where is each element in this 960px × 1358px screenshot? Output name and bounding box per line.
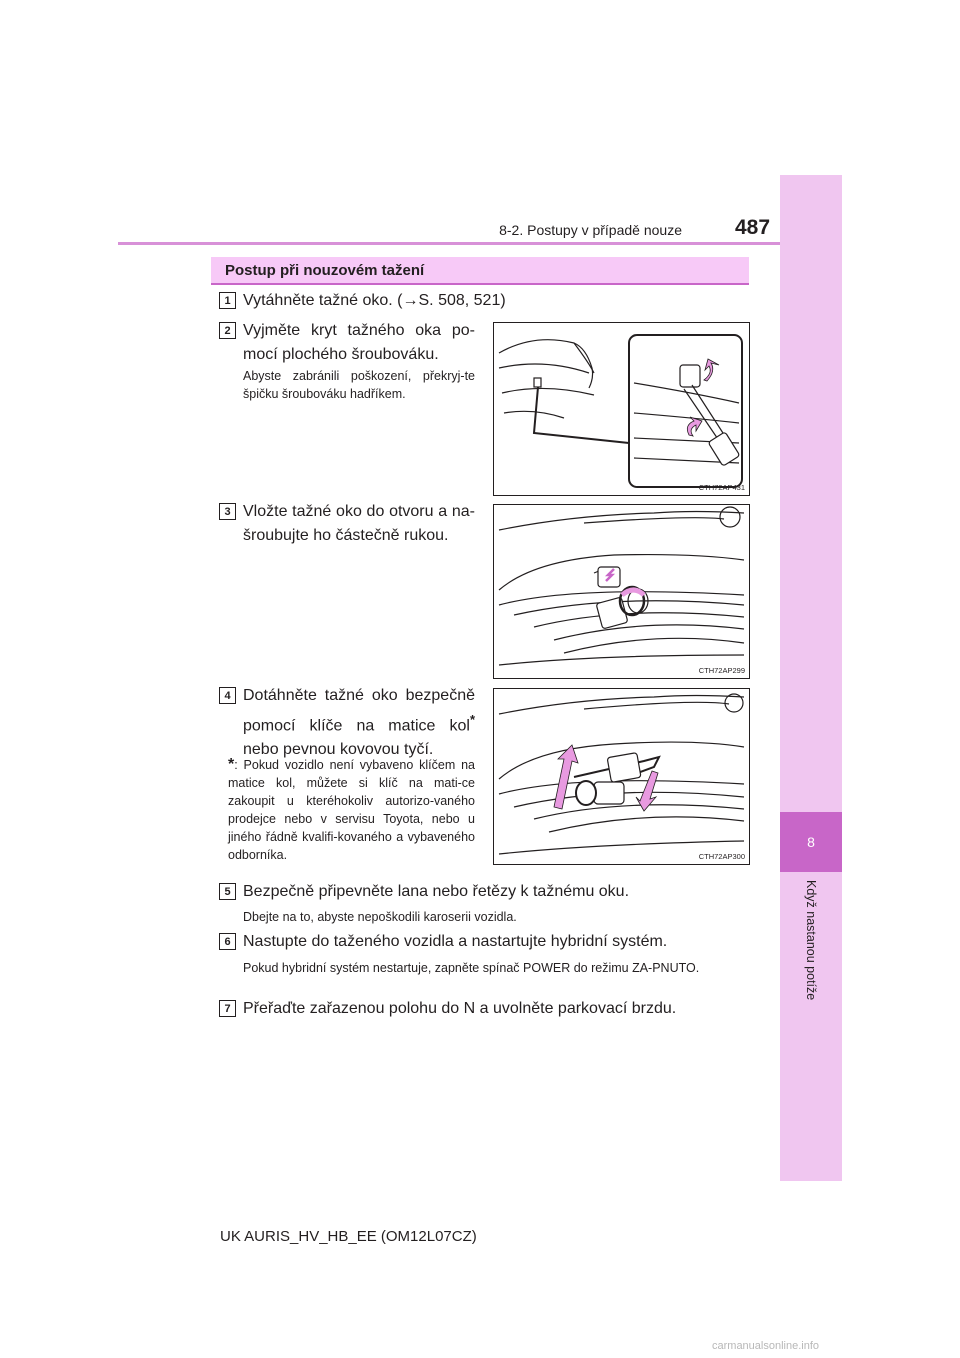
footnote-mark: * xyxy=(228,756,235,773)
step-text-3: Vložte tažné oko do otvoru a na-šroubujte ho částečně rukou. xyxy=(243,503,475,544)
step-number-6: 6 xyxy=(219,933,236,950)
step-number-7: 7 xyxy=(219,1000,236,1017)
section-title: Postup při nouzovém tažení xyxy=(225,262,425,279)
step-number-4: 4 xyxy=(219,687,236,704)
step-number-5: 5 xyxy=(219,883,236,900)
figure-code-1: CTH72AP431 xyxy=(698,483,745,492)
figure-code-3: CTH72AP300 xyxy=(698,852,745,861)
figure-remove-cover xyxy=(493,322,750,496)
step-text-4-cont: nebo pevnou kovovou tyčí. xyxy=(243,741,434,759)
chapter-title: Když nastanou potíže xyxy=(804,880,818,1001)
header-divider xyxy=(118,242,780,245)
step-note-2: Abyste zabránili poškození, překryj-te špičku šroubováku hadříkem. xyxy=(243,369,475,401)
step-number-3: 3 xyxy=(219,503,236,520)
step-text-7: Přeřaďte zařazenou polohu do N a uvolněte parkovací brzdu. xyxy=(243,1000,677,1017)
step-text-5: Bezpečně připevněte lana nebo řetězy k tažnému oku. xyxy=(243,883,630,900)
step-text-4-main: Dotáhněte tažné oko bezpečně pomocí klíče na matice kol xyxy=(243,687,475,735)
step-text-4 xyxy=(243,684,475,762)
step-text-6: Nastupte do taženého vozidla a nastartujte hybridní systém. xyxy=(243,933,668,950)
figure-insert-eye-illustration xyxy=(494,505,749,678)
figure-code-2: CTH72AP299 xyxy=(698,666,745,675)
step-text-4-asterisk: * xyxy=(469,712,475,727)
figure-tighten-eye-illustration xyxy=(494,689,749,864)
step-note-5: Dbejte na to, abyste nepoškodili karoserii vozidla. xyxy=(243,910,517,924)
footnote-text: : Pokud vozidlo není vybaveno klíčem na matice kol, můžete si klíč na mati-ce zakoupit u kteréhokoliv autorizo-vaného prodejce nebo v servisu Toyota, nebo u jiného řádně kvalifi-kovaného a vybaveného odborníka. xyxy=(228,758,475,862)
watermark: carmanualsonline.info xyxy=(712,1340,820,1352)
step-note-6: Pokud hybridní systém nestartuje, zapněte spínač POWER do režimu ZA-PNUTO. xyxy=(243,961,700,975)
step-number-2: 2 xyxy=(219,322,236,339)
footer-document-code: UK AURIS_HV_HB_EE (OM12L07CZ) xyxy=(220,1228,477,1245)
footnote xyxy=(228,756,475,864)
header-section-title: 8-2. Postupy v případě nouze xyxy=(499,222,682,238)
step-number-1: 1 xyxy=(219,292,236,309)
step-text-2: Vyjměte kryt tažného oka po-mocí plochého šroubováku. xyxy=(243,322,475,363)
section-heading xyxy=(211,257,749,285)
page-number: 487 xyxy=(735,216,771,239)
step-text-1: Vytáhněte tažné oko. (→S. 508, 521) xyxy=(243,292,506,309)
figure-insert-eye xyxy=(493,504,750,679)
chapter-number-tab: 8 xyxy=(780,812,842,872)
figure-tighten-eye xyxy=(493,688,750,865)
side-tab xyxy=(780,175,842,1181)
figure-remove-cover-illustration xyxy=(494,323,749,495)
